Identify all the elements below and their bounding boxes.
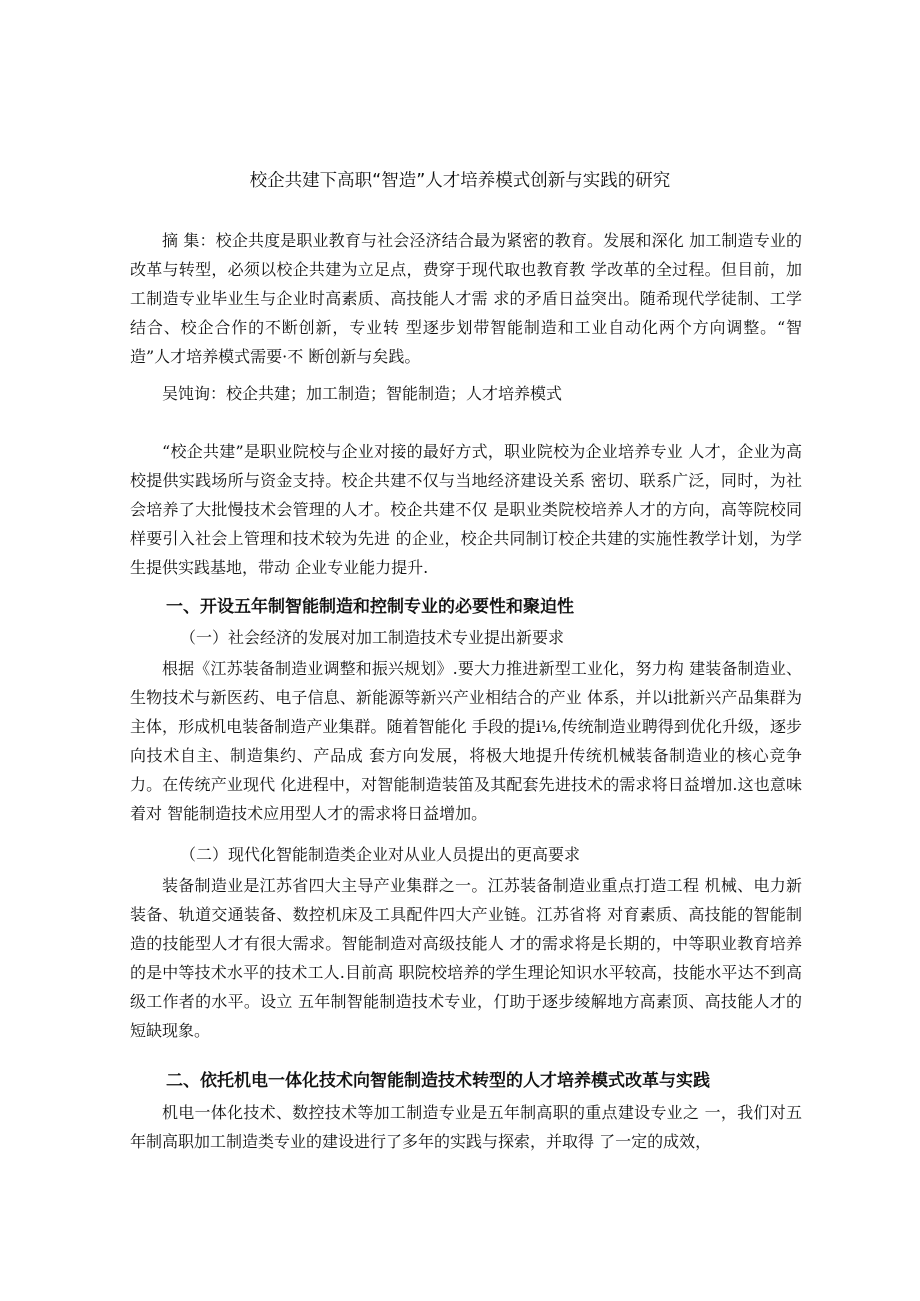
abstract-paragraph: 摘 集：校企共度是职业教育与社会泾济结合最为紧密的教育。发展和深化 加工制造专业的改革与转型，必须以校企共建为立足点，费穿于现代取也教育教 学改革的全过程。但目前，加工制造专业毕业生与企业时高素质、高技能人才需 求的矛盾日益突出。随希现代学徒制、工学结合、校企合作的不断创新，专业转 型逐步划带智能制造和工业自动化两个方向调整。“智造”人才培养模式需要·不 断创新与矣践。: [130, 231, 802, 366]
intro-paragraph: “校企共建”是职业院校与企业对接的最好方式，职业院校为企业培养专业 人才，企业为高校提供实践场所与资金支持。校企共建不仅与当地经济建设关系 密切、联系广泛，同时，为社会培养了大批慢技术会管理的人才。校企共建不仅 是职业类院校培养人才的方向，高等院校同样要引入社会上管理和技术较为先进 的企业，校企共同制订校企共建的实施性教学计划，为学生提供实践基地，带动 企业专业能力提升.: [130, 442, 802, 577]
section-1-2-heading: （二）现代化智能制造类企业对从业人员提出的更高要求: [180, 845, 581, 864]
section-1-1-heading: （一）社会经济的发展对加工制造技术专业提出新要求: [180, 628, 565, 647]
section-1-heading: 一、开设五年制智能制造和控制专业的必要性和聚迫性: [166, 597, 574, 617]
section-1-1-paragraph: 根据《江苏装备制造业调整和振兴规划》.要大力推进新型工业化，努力构 建装备制造业、生物技术与新医药、电子信息、新能源等新兴产业相结合的产业 体系，并以i批新兴产品集群为主体，形成机电装备制造产业集群。随着智能化 手段的提i⅛,传统制造业聘得到优化升级，逐步向技术自主、制造集约、产品成 套方向发展，将极大地提升传统机械装备制造业的核心竞争力。在传统产业现代 化进程中，对智能制造装笛及其配套先进技术的需求将日益增加.这也意味着对 智能制造技术应用型人才的需求将日益增加。: [130, 659, 802, 823]
keywords-line: 吴饨询：校企共建；加工制造；智能制造；人才培养模式: [162, 384, 563, 403]
section-2-paragraph: 机电一体化技术、数控技术等加工制造专业是五年制高职的重点建设专业之 一，我们对五年制高职加工制造类专业的建设进行了多年的实践与探索，并取得 了一定的成效，: [130, 1103, 802, 1151]
section-1-2-paragraph: 装备制造业是江苏省四大主导产业集群之一。江苏装备制造业重点打造工程 机械、电力新装备、轨道交通装备、数控机床及工具配件四大产业链。江苏省将 对育素质、高技能的智能制造的技能型人才有很大需求。智能制造对高级技能人 才的需求将是长期的，中等职业教育培养的是中等技术水平的技术工人.目前高 职院校培养的学生理论知识水平较高，技能水平达不到高级工作者的水平。设立 五年制智能制造技术专业，仃助于逐步绫解地方高素顶、高技能人才的短缺现象。: [130, 876, 802, 1040]
paper-title: 校企共建下高职“智造”人才培养模式创新与实践的研究: [249, 171, 671, 191]
section-2-heading: 二、依托机电一体化技术向智能制造技术转型的人才培养模式改革与实践: [166, 1071, 710, 1091]
